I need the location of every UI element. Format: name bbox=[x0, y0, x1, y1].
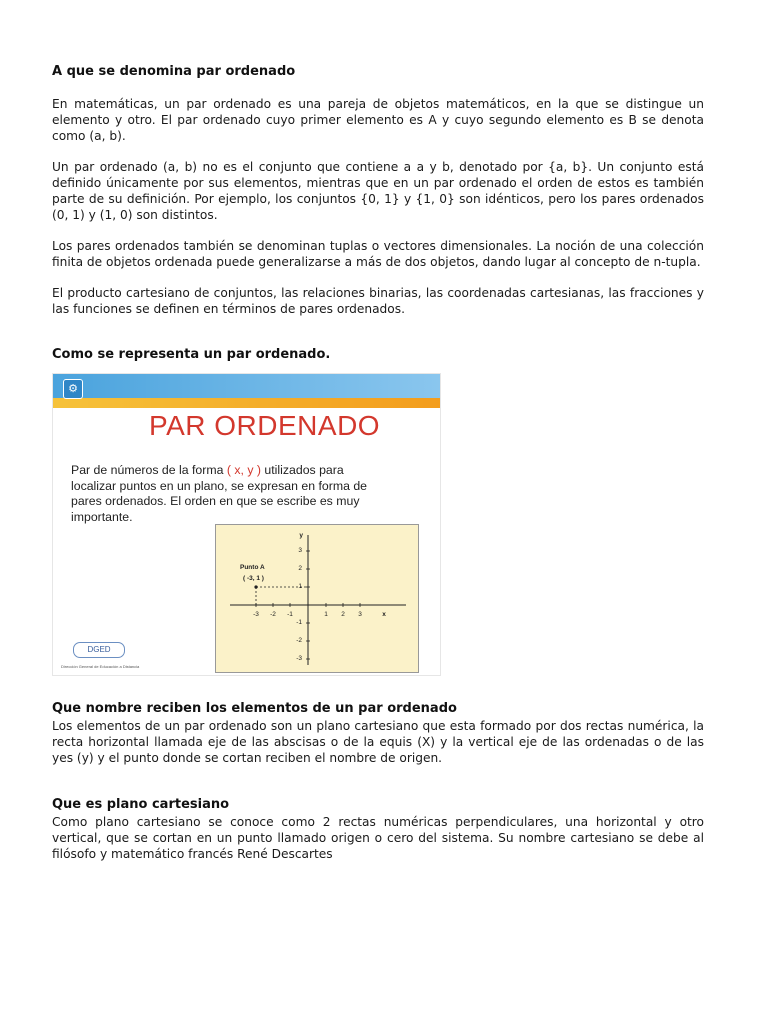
gear-icon: ⚙ bbox=[63, 379, 83, 399]
heading-par-ordenado: A que se denomina par ordenado bbox=[52, 64, 296, 79]
x-tick-2: 2 bbox=[341, 611, 345, 618]
y-tick-1: 1 bbox=[298, 583, 302, 590]
figure-banner bbox=[53, 374, 440, 398]
x-axis-label: x bbox=[382, 611, 386, 618]
paragraph-elementos bbox=[52, 718, 704, 766]
figure-banner-stripe bbox=[53, 398, 440, 408]
par-ordenado-figure bbox=[52, 373, 441, 676]
paragraph-tuplas: Los pares ordenados también se denominan tuplas o vectores dimensionales. La noción de una colección finita de objetos ordenada puede generalizarse a más de dos objetos, dando lugar al concepto de n-tupla. bbox=[52, 239, 704, 269]
figure-description bbox=[71, 463, 385, 525]
x-tick-neg1: -1 bbox=[287, 611, 293, 618]
y-tick-neg1: -1 bbox=[296, 619, 302, 626]
point-a-coords: ( -3, 1 ) bbox=[243, 575, 264, 582]
cartesian-plane bbox=[215, 524, 419, 673]
figure-desc-after: utilizados para localizar puntos en un plano, se expresan en forma de pares ordenados. El orden en que se escribe es muy importante. bbox=[71, 463, 367, 524]
point-a-label: Punto A bbox=[240, 564, 265, 571]
paragraph-producto-cartesiano: El producto cartesiano de conjuntos, las relaciones binarias, las coordenadas cartesianas, las fracciones y las funciones se definen en términos de pares ordenados. bbox=[52, 286, 704, 316]
figure-desc-before: Par de números de la forma bbox=[71, 463, 227, 477]
x-tick-neg2: -2 bbox=[270, 611, 276, 618]
figure-title: PAR ORDENADO bbox=[149, 410, 381, 441]
paragraph-elementos-after: y la vertical eje de las ordenadas o de las yes (y) y el punto donde se cortan reciben el nombre de origen. bbox=[52, 735, 705, 765]
y-tick-2: 2 bbox=[298, 565, 302, 572]
x-tick-1: 1 bbox=[324, 611, 328, 618]
y-tick-3: 3 bbox=[298, 547, 302, 554]
figure-desc-highlight: ( x, y ) bbox=[226, 463, 261, 477]
paragraph-plano-cartesiano: Como plano cartesiano se conoce como 2 rectas numéricas perpendiculares, una horizontal y otro vertical, que se cortan en un punto llamado origen o cero del sistema. Su nombre cartesiano se debe al filósofo y matemático francés René Descartes bbox=[52, 815, 704, 861]
y-tick-neg3: -3 bbox=[296, 655, 302, 662]
dged-logo-subtext: Dirección General de Educación a Distancia bbox=[61, 664, 140, 669]
x-tick-neg3: -3 bbox=[253, 611, 259, 618]
paragraph-definition: En matemáticas, un par ordenado es una pareja de objetos matemáticos, en la que se distingue un elemento y otro. El par ordenado cuyo primer elemento es A y cuyo segundo elemento es B se denota como (a, b). bbox=[52, 97, 704, 143]
cartesian-plane-svg bbox=[216, 525, 418, 672]
heading-plano-cartesiano: Que es plano cartesiano bbox=[52, 797, 230, 812]
dged-logo: DGED bbox=[73, 642, 125, 658]
y-tick-neg2: -2 bbox=[296, 637, 302, 644]
paragraph-conjunto: Un par ordenado (a, b) no es el conjunto que contiene a a y b, denotado por {a, b}. Un conjunto está definido únicamente por sus elementos, mientras que en un par ordenado el orden de estos es también parte de su definición. Por ejemplo, los conjuntos {0, 1} y {1, 0} son idénticos, pero los pares ordenados (0, 1) y (1, 0) son distintos. bbox=[52, 160, 704, 222]
y-axis-label: y bbox=[299, 532, 303, 539]
paragraph-elementos-before: Los elementos de un par ordenado son un plano cartesiano que esta formado por dos rectas numérica, la recta horizontal llamada eje de las abscisas o de la equis bbox=[52, 719, 704, 749]
point-a-marker bbox=[254, 585, 257, 588]
heading-representacion: Como se representa un par ordenado. bbox=[52, 347, 331, 362]
document-body bbox=[52, 63, 704, 862]
heading-elementos: Que nombre reciben los elementos de un par ordenado bbox=[52, 701, 457, 716]
paragraph-elementos-x: (X) bbox=[417, 735, 436, 749]
x-tick-3: 3 bbox=[358, 611, 362, 618]
